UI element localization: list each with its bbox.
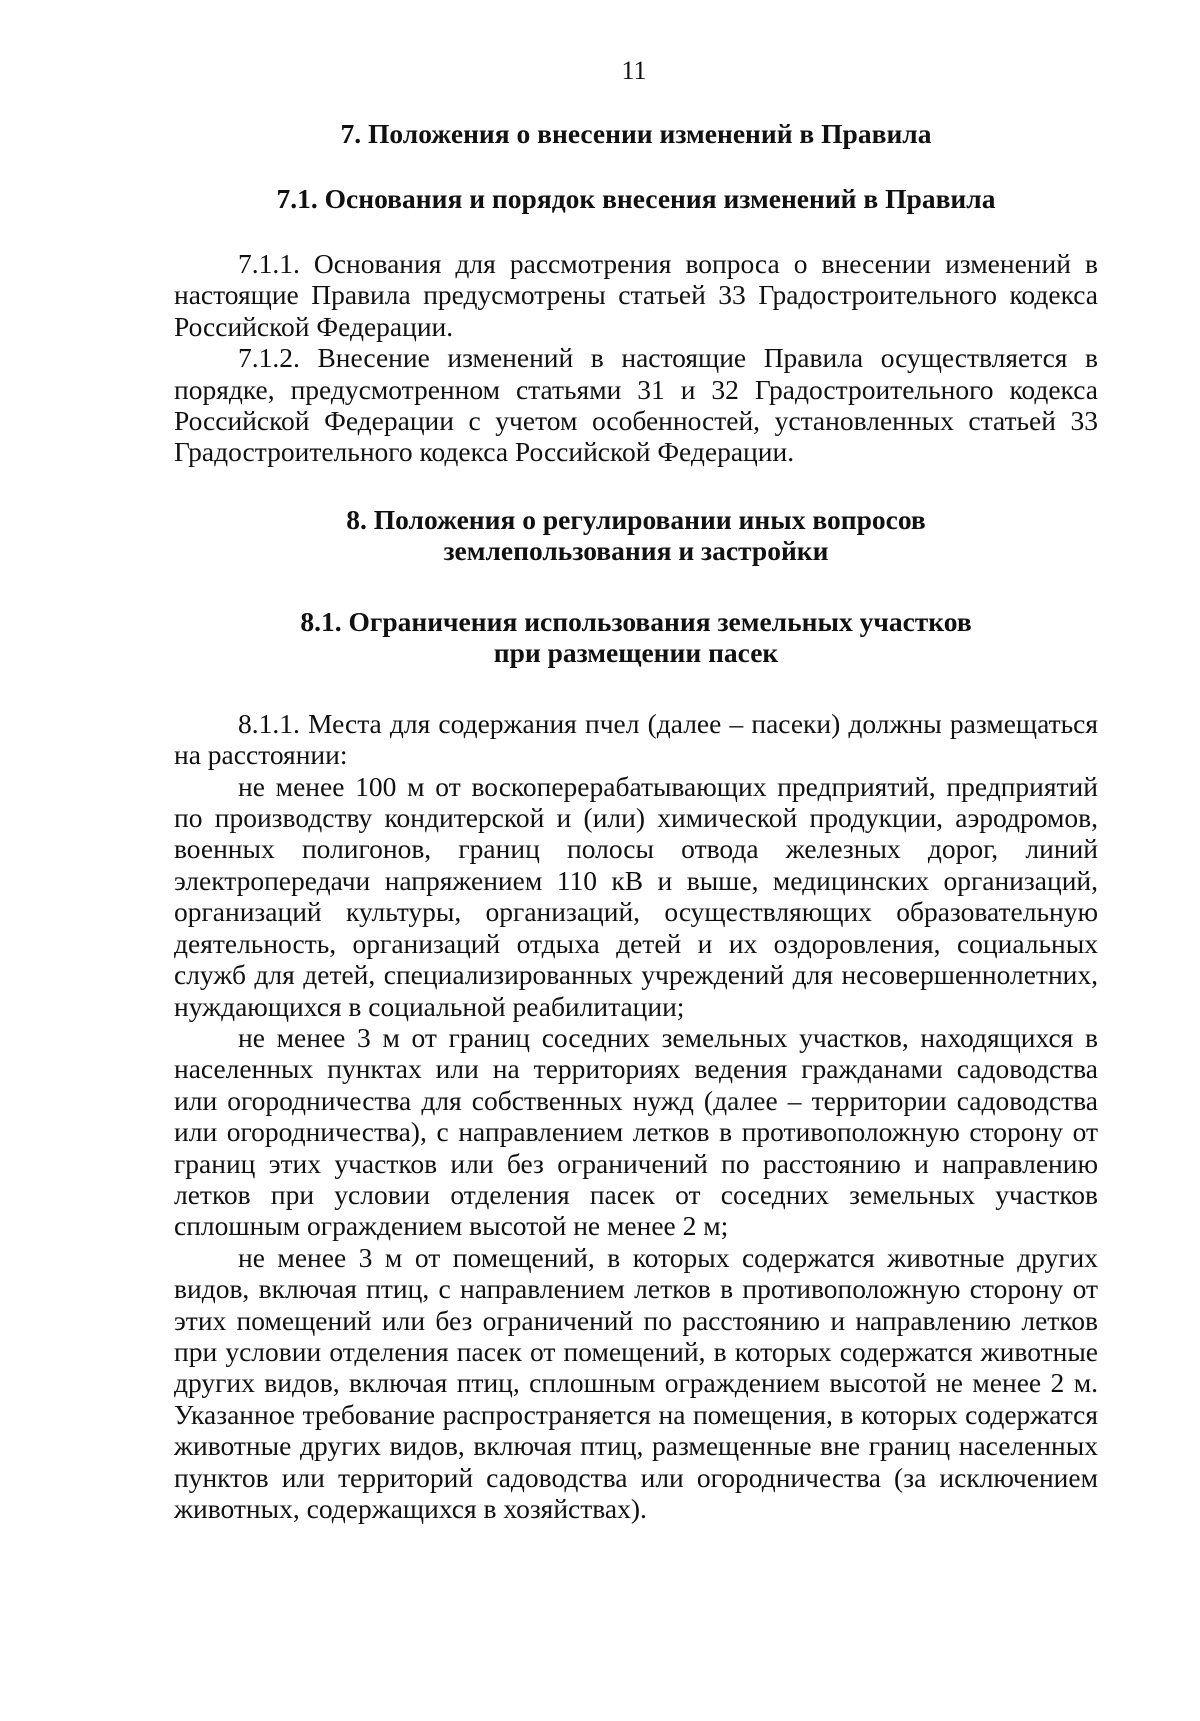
document-body (174, 118, 1098, 1524)
section-8-1-title (174, 606, 1098, 668)
paragraph-7-1-2: 7.1.2. Внесение изменений в настоящие Правила осуществляется в порядке, предусмотренном статьями 31 и 32 Градостроительного кодекса Российской Федерации с учетом особенностей, установленных статьей 33 Градостроительного кодекса Российской Федерации. (174, 342, 1098, 468)
paragraph-3m-premises: не менее 3 м от помещений, в которых содержатся животные других видов, включая птиц, с направлением летков в противоположную сторону от этих помещений или без ограничений по расстоянию и направлению летков при условии отделения пасек от помещений, в которых содержатся животные других видов, включая птиц, сплошным ограждением высотой не менее 2 м. Указанное требование распространяется на помещения, в которых содержатся животные других видов, включая птиц, размещенные вне границ населенных пунктов или территорий садоводства или огородничества (за исключением животных, содержащихся в хозяйствах). (174, 1241, 1098, 1524)
paragraph-3m-boundaries: не менее 3 м от границ соседних земельных участков, находящихся в населенных пунктах или на территориях ведения гражданами садоводства или огородничества для собственных нужд (далее – территории садоводства или огородничества), с направлением летков в противоположную сторону от границ этих участков или без ограничений по расстоянию и направлению летков при условии отделения пасек от соседних земельных участков сплошным ограждением высотой не менее 2 м; (174, 1021, 1098, 1242)
paragraph-7-1-1: 7.1.1. Основания для рассмотрения вопроса о внесении изменений в настоящие Правила предусмотрены статьей 33 Градостроительного кодекса Российской Федерации. (174, 248, 1098, 342)
page-number: 11 (621, 56, 647, 85)
section-8-title-line2: землепользования и застройки (443, 534, 829, 566)
section-8-1-title-line1: 8.1. Ограничения использования земельных участков (300, 605, 972, 637)
section-7-1-title: 7.1. Основания и порядок внесения изменений в Правила (276, 183, 996, 214)
section-8-title-line1: 8. Положения о регулировании иных вопросов (346, 503, 926, 535)
paragraph-8-1-1: 8.1.1. Места для содержания пчел (далее – пасеки) должны размещаться на расстоянии: (174, 707, 1098, 771)
section-8-1-title-line2: при размещении пасек (493, 636, 779, 668)
paragraph-100m: не менее 100 м от воскоперерабатывающих предприятий, предприятий по производству кондитерской и (или) химической продукции, аэродромов, военных полигонов, границ полосы отвода железных дорог, линий электропередачи напряжением 110 кВ и выше, медицинских организаций, организаций культуры, организаций, осуществляющих образовательную деятельность, организаций отдыха детей и их оздоровления, социальных служб для детей, специализированных учреждений для несовершеннолетних, нуждающихся в социальной реабилитации; (174, 770, 1098, 1022)
section-7-title: 7. Положения о внесении изменений в Правила (340, 118, 932, 149)
section-8-title (174, 504, 1098, 566)
